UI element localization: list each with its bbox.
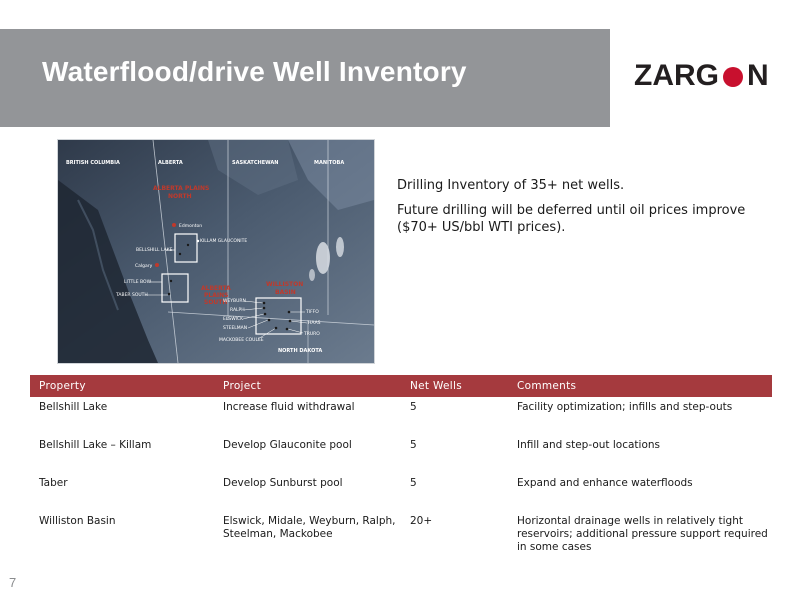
cell-net-wells: 5 [410, 439, 417, 451]
cell-net-wells: 5 [410, 401, 417, 413]
cell-project: Develop Sunburst pool [223, 477, 343, 489]
cell-property: Bellshill Lake [39, 401, 108, 413]
map-label-calgary: Calgary [135, 264, 153, 269]
table-row [30, 511, 772, 559]
map-label-truro: TRURO [304, 332, 320, 337]
cell-comments: Horizontal drainage wells in relatively tight reservoirs; additional pressure support required in some cases [517, 515, 768, 553]
table-header-row [30, 375, 772, 397]
map-label-elswick: ELSWICK [223, 317, 244, 322]
page-number: 7 [9, 575, 17, 590]
cell-property: Williston Basin [39, 515, 116, 527]
cell-comments: Facility optimization; infills and step-outs [517, 401, 733, 413]
cell-comments: Expand and enhance waterfloods [517, 477, 693, 489]
col-header-property: Property [30, 375, 214, 397]
map-label-aps-1: ALBERTA [201, 285, 231, 292]
map-label-apn-1: ALBERTA PLAINS [153, 185, 210, 192]
map-label-williston-2: BASIN [275, 289, 296, 296]
logo-text-right: N [747, 59, 769, 92]
map-label-north-dakota: NORTH DAKOTA [278, 348, 323, 354]
map-label-taber: TABER SOUTH [116, 293, 148, 298]
map-label-edmonton: Edmonton [179, 224, 203, 229]
map-label-bc: BRITISH COLUMBIA [66, 160, 120, 166]
cell-project: Increase fluid withdrawal [223, 401, 355, 413]
zargon-logo [634, 61, 769, 91]
cell-comments: Infill and step-out locations [517, 439, 660, 451]
map-label-aps-2: PLAINS [204, 292, 229, 299]
table-row [30, 397, 772, 435]
map-label-haas: HAAS [308, 321, 321, 326]
table-row [30, 473, 772, 511]
map-graphic [58, 140, 374, 363]
col-header-project: Project [214, 375, 401, 397]
map-label-tiffo: TIFFO [306, 310, 319, 315]
map-label-ralph: RALPH [230, 308, 245, 313]
cell-project: Develop Glauconite pool [223, 439, 352, 451]
page-title: Waterflood/drive Well Inventory [42, 56, 467, 87]
cell-net-wells: 5 [410, 477, 417, 489]
map-label-little-bow: LITTLE BOW [124, 280, 152, 285]
cell-project: Elswick, Midale, Weyburn, Ralph, Steelman, Mackobee [223, 515, 396, 540]
cell-net-wells: 20+ [410, 515, 433, 527]
map-label-mackobee: MACKOBEE COULEE [219, 338, 264, 343]
map-label-steelman: STEELMAN [223, 326, 248, 331]
note-future-drilling: Future drilling will be deferred until oil prices improve ($70+ US/bbl WTI prices). [397, 203, 746, 235]
map-label-aps-3: SOUTH [204, 299, 228, 306]
logo-red-dot [723, 67, 743, 87]
note-drilling-inventory: Drilling Inventory of 35+ net wells. [397, 178, 625, 193]
map-label-killam: KILLAM GLAUCONITE [200, 239, 248, 244]
map-label-saskatchewan: SASKATCHEWAN [232, 160, 279, 166]
map-label-apn-2: NORTH [168, 193, 192, 200]
well-inventory-table [30, 375, 772, 559]
table-row [30, 435, 772, 473]
cell-property: Bellshill Lake – Killam [39, 439, 152, 451]
map-label-weyburn: WEYBURN [223, 299, 246, 304]
cell-property: Taber [39, 477, 68, 489]
map-label-manitoba: MANITOBA [314, 160, 345, 166]
logo-text-left: ZARG [634, 59, 719, 92]
col-header-net-wells: Net Wells [401, 375, 508, 397]
col-header-comments: Comments [508, 375, 772, 397]
map-label-williston-1: WILLISTON [266, 281, 304, 288]
map-label-bellshill: BELLSHILL LAKE [136, 248, 173, 253]
summary-notes [397, 177, 777, 244]
well-location-map [57, 139, 375, 364]
map-label-alberta: ALBERTA [158, 160, 183, 166]
